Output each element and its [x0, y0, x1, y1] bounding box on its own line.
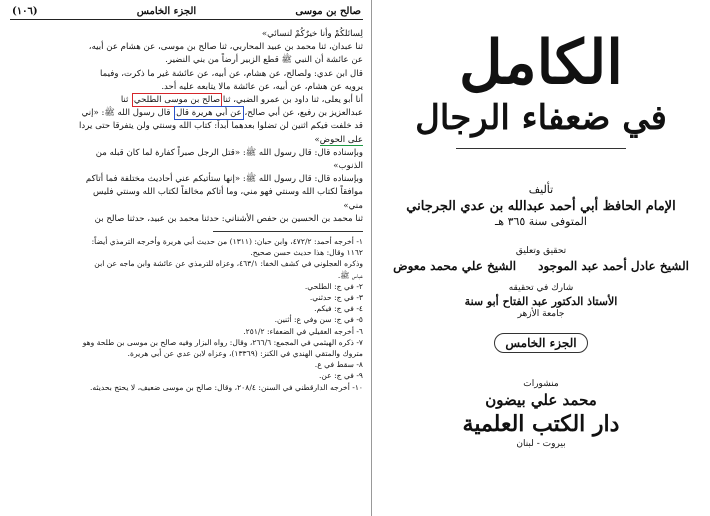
- narrator-highlight-blue: عن أبي هريرة قال: [176, 108, 242, 119]
- text-line: قد خلفت فيكم اثنين لن تضلوا بعدهما أبداً: كتاب الله وسنتي ولن يتفرقا حتى يردا: [79, 121, 363, 132]
- footnote: ٦- أخرجه العقيلي في الضعفاء: ٢٥١/٢.: [243, 326, 363, 336]
- footnote: ٧- ذكره الهيثمي في المجمع: ٢٦٦/٦، وقال: رواه البزار وفيه صالح بن موسى بن طلحة وهو: [82, 337, 363, 347]
- footnote: ٩- في ج: عن.: [318, 371, 363, 381]
- footnote: ٨- سقط في ع.: [314, 360, 363, 370]
- text-highlight-green: على الحوض: [319, 134, 363, 145]
- death-note: المتوفى سنة ٣٦٥ هـ: [495, 215, 587, 228]
- isnad-rest: ، ثنا: [120, 95, 134, 106]
- editor-name: الشيخ عادل أحمد عبد الموجود: [538, 259, 689, 273]
- volume-badge: الجزء الخامس: [494, 333, 587, 353]
- publisher-house: دار الكتب العلمية: [462, 411, 620, 437]
- text-line: ثنا محمد بن الحسين بن حفص الأشناني: حدثنا محمد بن عبيد، حدثنا صالح بن: [94, 213, 363, 224]
- isnad-start: أنا أبو يعلى، ثنا داود بن عمرو الضبي، ثنا: [220, 95, 363, 106]
- text-line: وبإسناده قال: قال رسول الله ﷺ: «إنها ستأتيكم عني أحاديث مختلفة فما أتاكم: [85, 174, 363, 185]
- footnote-divider: [213, 231, 363, 232]
- text-line: لِسائلكُمْ وأنا خيرٌكُمْ لنسائي»: [261, 29, 363, 39]
- text-line: قال ابن عدي: ولصالح، عن هشام، عن أبيه، عن عائشة غير ما ذكرت، وفيما: [100, 68, 363, 79]
- text-line: ثنا عبدان، ثنا محمد بن عبيد المحاربي، ثنا صالح بن موسى، عن هشام عن أبيه،: [88, 42, 363, 53]
- text-line: [10, 107, 363, 119]
- book-subtitle: في ضعفاء الرجال: [415, 98, 667, 138]
- footnote: ١- أخرجه أحمد: ٤٧٢/٢، وابن حبان: (١٣١١) من حديث أبي هريرة وأخرجه الترمذي أيضاً:: [91, 237, 363, 247]
- text-line: وبإسناده قال: قال رسول الله ﷺ: «قتل الرجل صبراً كفارة لما كان قبله من: [95, 147, 363, 158]
- publisher-label: منشورات: [523, 379, 559, 389]
- hadith-end: »: [314, 134, 320, 145]
- hadith-part: : قال رسول الله ﷺ: «إني: [81, 108, 177, 119]
- text-line: عن عائشة أن النبي ﷺ قطع الزبير أرضاً من بني النضير.: [165, 55, 363, 66]
- title-page: [372, 0, 710, 516]
- publisher-block: [372, 379, 710, 449]
- text-line: [10, 134, 363, 146]
- text-line: موافقاً لكتاب الله وسنتي فهو مني، وما أتاكم مخالفاً لكتاب الله وسنتي فليس: [92, 187, 363, 198]
- text-line: الذنوب»: [333, 161, 363, 172]
- editors: [372, 259, 710, 273]
- footnote: ١١٦٢ وقال: هذا حديث حسن صحيح.: [250, 248, 363, 258]
- footnote: متروك والمتقي الهندي في الكنز: (١٣٣٦٩)، وعزاه لابن عدي عن أبي هريرة.: [127, 349, 363, 359]
- footnote: ٤- في ج: فيكم.: [314, 304, 363, 314]
- text-line: مني»: [343, 200, 363, 211]
- footnote: ٢- في ج: الطلحي.: [304, 281, 363, 291]
- title-divider: [456, 148, 626, 149]
- entry-name: صالح بن موسى: [295, 6, 361, 17]
- footnote: وذكره العجلوني في كشف الخفا: ٤٦٣/١، وعزاه للترمذي عن عائشة وابن ماجه عن ابن: [94, 259, 363, 269]
- footnote: ١٠- أخرجه الدارقطني في السنن: ٢٠٨/٤، وقال: صالح بن موسى ضعيف، لا يحتج بحديثه.: [89, 382, 363, 392]
- footnote: عباس ﷺ.: [337, 270, 363, 280]
- footnote: ٣- في ج: حدثني.: [309, 293, 363, 303]
- authorship-label: تأليف: [528, 183, 554, 196]
- isnad-part: عبدالعزيز بن رفيع، عن أبي صالح،: [241, 108, 363, 119]
- volume-label: الجزء الخامس: [136, 6, 197, 17]
- text-line: [10, 94, 363, 106]
- university: جامعة الأزهر: [517, 309, 565, 319]
- collab-label: شارك في تحقيقه: [508, 283, 574, 293]
- publisher-name: محمد علي بيضون: [485, 391, 597, 409]
- footnotes: [10, 236, 363, 393]
- narrator-highlight-red: صالح بن موسى الطلحي: [133, 95, 221, 106]
- collaborator-name: الأستاذ الدكتور عبد الفتاح أبو سنة: [464, 295, 618, 308]
- page-number: (١٠٦): [12, 6, 38, 17]
- editing-label: تحقيق وتعليق: [515, 246, 567, 256]
- publisher-city: بيروت - لبنان: [516, 439, 566, 449]
- main-text: [10, 28, 363, 225]
- footnote: ٥- في ج: سن وفي ع: أثنين.: [274, 315, 363, 325]
- editor-name: الشيخ علي محمد معوض: [393, 259, 517, 273]
- running-header: [10, 6, 363, 20]
- text-line: يرويه عن هشام، عن أبيه، عن عائشة مالا يتابعه عليه أحد.: [161, 81, 363, 92]
- author-name: الإمام الحافظ أبي أحمد عبدالله بن عدي الجرجاني: [406, 199, 676, 214]
- book-title: الكامل: [459, 28, 623, 98]
